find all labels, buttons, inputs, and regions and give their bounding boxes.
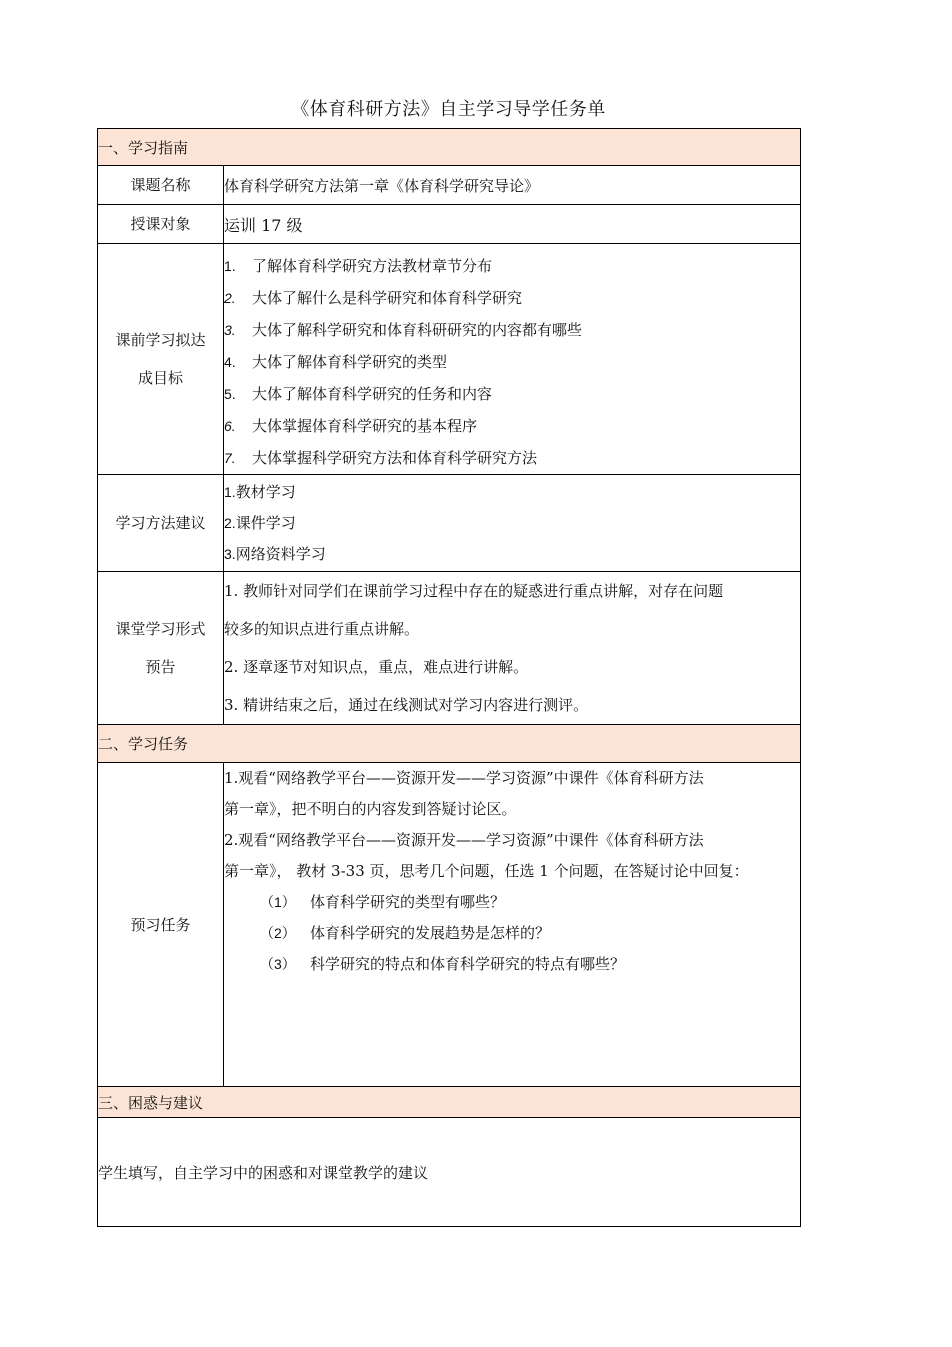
goal-number: 6. bbox=[224, 418, 236, 434]
topic-value: 体育科学研究方法第一章《体育科学研究导论》 bbox=[224, 166, 801, 205]
goal-item bbox=[224, 442, 800, 474]
class-form-line: 1. 教师针对同学们在课前学习过程中存在的疑惑进行重点讲解，对存在问题 bbox=[224, 582, 724, 600]
goal-text: 大体了解体育科学研究的任务和内容 bbox=[252, 385, 493, 403]
preview-task-label: 预习任务 bbox=[98, 763, 224, 1087]
method-text: 网络资料学习 bbox=[235, 544, 326, 563]
task-1-line-2: 第一章》，把不明白的内容发到答疑讨论区。 bbox=[224, 800, 517, 818]
class-form-label-line-2: 预告 bbox=[145, 658, 176, 676]
class-form-label bbox=[98, 572, 224, 725]
class-form-label-line-1: 课堂学习形式 bbox=[115, 620, 206, 638]
question-item bbox=[224, 887, 800, 918]
class-form-line: 3. 精讲结束之后，通过在线测试对学习内容进行测评。 bbox=[224, 696, 589, 714]
goals-list bbox=[224, 244, 800, 474]
goal-number: 3. bbox=[224, 322, 236, 338]
goal-text: 大体了解科学研究和体育科研研究的内容都有哪些 bbox=[252, 321, 583, 339]
method-number: 3. bbox=[224, 545, 236, 562]
method-item bbox=[224, 508, 800, 539]
section-3-header-row bbox=[98, 1087, 801, 1118]
goal-number: 2. bbox=[224, 290, 236, 306]
goal-item bbox=[224, 282, 800, 314]
audience-value: 运训 17 级 bbox=[224, 205, 801, 244]
audience-label: 授课对象 bbox=[98, 205, 224, 244]
method-item bbox=[224, 539, 800, 570]
goal-number: 1. bbox=[224, 258, 236, 274]
methods-content bbox=[224, 475, 801, 572]
class-form-line: 较多的知识点进行重点讲解。 bbox=[224, 620, 420, 638]
question-item bbox=[224, 918, 800, 949]
goal-item bbox=[224, 314, 800, 346]
goal-text: 大体掌握科学研究方法和体育科学研究方法 bbox=[252, 449, 538, 467]
question-text: 体育科学研究的类型有哪些？ bbox=[310, 893, 506, 911]
goal-number: 5. bbox=[224, 386, 236, 402]
class-form-content bbox=[224, 572, 801, 725]
section-2-header-row bbox=[98, 725, 801, 763]
method-number: 2. bbox=[224, 514, 236, 531]
method-number: 1. bbox=[224, 483, 236, 500]
question-number: （2） bbox=[260, 925, 296, 941]
goal-number: 7. bbox=[224, 450, 236, 466]
method-text: 教材学习 bbox=[235, 482, 296, 501]
feedback-row bbox=[98, 1118, 801, 1227]
task-sheet-table bbox=[97, 128, 801, 1227]
topic-label: 课题名称 bbox=[98, 166, 224, 205]
goals-label-line-2: 成目标 bbox=[137, 369, 183, 387]
task-2-line-1: 2.观看“网络教学平台——资源开发——学习资源”中课件《体育科研方法 bbox=[224, 831, 704, 849]
document-title: 《体育科研方法》自主学习导学任务单 bbox=[291, 99, 606, 120]
method-text: 课件学习 bbox=[235, 513, 296, 532]
goal-text: 了解体育科学研究方法教材章节分布 bbox=[252, 257, 493, 275]
question-item bbox=[224, 949, 800, 980]
goal-item bbox=[224, 378, 800, 410]
section-1-header-row bbox=[98, 129, 801, 166]
section-3-heading: 三、困惑与建议 bbox=[98, 1087, 801, 1118]
question-number: （3） bbox=[260, 956, 296, 972]
section-2-heading: 二、学习任务 bbox=[98, 725, 801, 763]
goals-label-line-1: 课前学习拟达 bbox=[115, 331, 206, 349]
goal-text: 大体掌握体育科学研究的基本程序 bbox=[252, 417, 478, 435]
section-1-heading: 一、学习指南 bbox=[98, 129, 801, 166]
goal-number: 4. bbox=[224, 354, 236, 370]
question-number: （1） bbox=[260, 894, 296, 910]
goal-item bbox=[224, 250, 800, 282]
goal-item bbox=[224, 346, 800, 378]
class-form-row bbox=[98, 572, 801, 725]
methods-row bbox=[98, 475, 801, 572]
goal-text: 大体了解体育科学研究的类型 bbox=[252, 353, 448, 371]
goals-label bbox=[98, 244, 224, 475]
goal-text: 大体了解什么是科学研究和体育科学研究 bbox=[252, 289, 523, 307]
feedback-prompt[interactable]: 学生填写，自主学习中的困惑和对课堂教学的建议 bbox=[98, 1118, 801, 1227]
audience-row bbox=[98, 205, 801, 244]
goals-content bbox=[224, 244, 801, 475]
preview-task-content bbox=[224, 763, 801, 1087]
method-item bbox=[224, 477, 800, 508]
preview-task-row bbox=[98, 763, 801, 1087]
goals-row bbox=[98, 244, 801, 475]
topic-row bbox=[98, 166, 801, 205]
methods-label: 学习方法建议 bbox=[98, 475, 224, 572]
task-1-line-1: 1.观看“网络教学平台——资源开发——学习资源”中课件《体育科研方法 bbox=[224, 769, 704, 787]
question-text: 科学研究的特点和体育科学研究的特点有哪些？ bbox=[310, 955, 626, 973]
task-2-line-2: 第一章》， 教材 3-33 页，思考几个问题，任选 1 个问题，在答疑讨论中回复： bbox=[224, 862, 749, 880]
question-text: 体育科学研究的发展趋势是怎样的？ bbox=[310, 924, 551, 942]
class-form-line: 2. 逐章逐节对知识点，重点，难点进行讲解。 bbox=[224, 658, 529, 676]
goal-item bbox=[224, 410, 800, 442]
